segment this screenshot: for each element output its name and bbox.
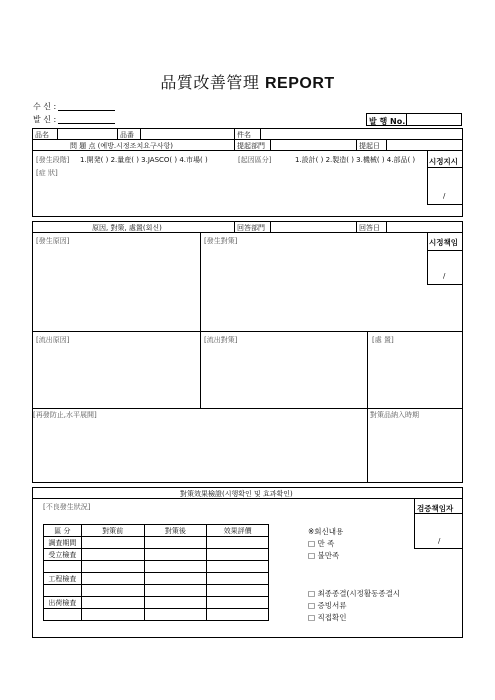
table-cell[interactable]	[81, 585, 144, 597]
recipient-label: 수 신 :	[33, 102, 57, 111]
divider	[57, 128, 58, 139]
problem-point-header: 問 題 点 (예방.시정조치요구사항)	[70, 142, 173, 150]
table-cell[interactable]	[144, 597, 207, 609]
divider	[117, 128, 118, 139]
divider	[200, 232, 201, 408]
table-cell[interactable]	[207, 609, 269, 621]
row-label	[44, 609, 82, 621]
row-label	[44, 561, 82, 573]
table-row	[44, 561, 269, 573]
outflow-cause-label: [流出原因]	[36, 336, 70, 344]
table-cell[interactable]	[81, 549, 144, 561]
table-header-row	[44, 525, 269, 537]
occurrence-measure-label: [發生對策]	[204, 237, 238, 245]
table-cell[interactable]	[207, 537, 269, 549]
divider	[386, 221, 387, 232]
table-row	[44, 549, 269, 561]
effect-table	[43, 524, 269, 621]
table-cell[interactable]	[207, 585, 269, 597]
table-header: 對策後	[144, 525, 207, 537]
evidence-checkbox[interactable]: □ 증빙서류	[308, 601, 347, 610]
subject-label: 件名	[237, 131, 251, 139]
table-cell[interactable]	[207, 597, 269, 609]
corrective-order-label: 시정지시	[429, 157, 458, 166]
verifier-label: 검증책임자	[417, 504, 454, 513]
satisfied-checkbox[interactable]: □ 만 족	[308, 539, 335, 548]
defect-status-label: [不良發生狀況]	[43, 503, 91, 511]
issue-no-label-box	[366, 113, 406, 126]
title-suffix: REPORT	[264, 75, 335, 92]
divider	[270, 221, 271, 232]
table-header: 效果評價	[207, 525, 269, 537]
slash-mark: /	[438, 537, 441, 545]
table-cell[interactable]	[81, 597, 144, 609]
responsible-label: 시정책임	[429, 238, 458, 247]
sender-label: 발 신 :	[33, 115, 57, 124]
product-name-label: 品名	[35, 131, 49, 139]
stage-options[interactable]: 1.開発( ) 2.量産( ) 3.JASCO( ) 4.市場( )	[80, 156, 208, 164]
issue-no-label: 발 행 No.	[369, 117, 406, 126]
reply-date-label: 回答日	[359, 224, 380, 232]
table-row	[44, 573, 269, 585]
delivery-time-label: 對策品納入時期	[370, 411, 419, 419]
table-cell[interactable]	[144, 609, 207, 621]
cause-class-label: [起因區分]	[238, 156, 272, 164]
divider	[367, 331, 368, 483]
table-cell[interactable]	[207, 549, 269, 561]
reply-dept-label: 回答部門	[237, 224, 265, 232]
divider	[260, 128, 261, 139]
table-header: 區 分	[44, 525, 82, 537]
divider	[427, 167, 463, 168]
cause-measure-section	[32, 221, 463, 483]
cause-options[interactable]: 1.設計( ) 2.製造( ) 3.機械( ) 4.部品( )	[295, 156, 416, 164]
unsatisfied-checkbox[interactable]: □ 불만족	[308, 551, 340, 560]
divider	[140, 128, 141, 139]
divider	[234, 139, 235, 150]
table-row	[44, 537, 269, 549]
cause-measure-header: 原因, 對策, 處置(회신)	[92, 224, 162, 232]
row-label: 調査期間	[44, 537, 82, 549]
title-prefix: 品質改善管理	[160, 73, 260, 92]
table-cell[interactable]	[144, 585, 207, 597]
row-label: 工程檢査	[44, 573, 82, 585]
row-label: 出荷檢査	[44, 597, 82, 609]
slash-mark: /	[443, 272, 446, 280]
divider	[386, 139, 387, 150]
table-cell[interactable]	[144, 537, 207, 549]
divider	[234, 128, 235, 139]
table-row	[44, 585, 269, 597]
occurrence-cause-label: [發生原因]	[36, 237, 70, 245]
divider	[270, 139, 271, 150]
disposal-label: [處 置]	[372, 336, 394, 344]
slash-mark: /	[443, 192, 446, 200]
table-cell[interactable]	[207, 573, 269, 585]
table-row	[44, 609, 269, 621]
page-title	[0, 70, 495, 93]
table-row	[44, 597, 269, 609]
final-close-checkbox[interactable]: □ 최종종결(시정활동종결시	[308, 589, 401, 598]
table-cell[interactable]	[81, 573, 144, 585]
table-cell[interactable]	[144, 549, 207, 561]
reply-title: ※회신내용	[308, 527, 344, 536]
verification-header: 對策效果檢證(시행확인 및 효과확인)	[180, 490, 293, 498]
direct-check-checkbox[interactable]: □ 직접확인	[308, 613, 347, 622]
table-cell[interactable]	[81, 609, 144, 621]
occurrence-stage-label: [發生段階]	[36, 156, 70, 164]
divider	[32, 331, 463, 332]
divider	[356, 221, 357, 232]
sender-field[interactable]	[58, 114, 115, 124]
issue-no-field[interactable]	[406, 113, 462, 126]
symptom-label: [症 狀]	[36, 169, 58, 177]
table-cell[interactable]	[81, 561, 144, 573]
row-label: 受立檢査	[44, 549, 82, 561]
table-cell[interactable]	[144, 561, 207, 573]
table-cell[interactable]	[81, 537, 144, 549]
table-cell[interactable]	[207, 561, 269, 573]
table-cell[interactable]	[144, 573, 207, 585]
recurrence-label: [再發防止,水平展開]	[33, 411, 97, 419]
divider	[356, 139, 357, 150]
divider	[32, 408, 463, 409]
outflow-measure-label: [流出對策]	[204, 336, 238, 344]
table-header: 對策前	[81, 525, 144, 537]
recipient-field[interactable]	[58, 101, 115, 111]
raise-dept-label: 提起部門	[237, 142, 265, 150]
product-no-label: 品番	[120, 131, 134, 139]
raise-date-label: 提起日	[359, 142, 380, 150]
row-label	[44, 585, 82, 597]
divider	[234, 221, 235, 232]
divider	[427, 250, 463, 251]
